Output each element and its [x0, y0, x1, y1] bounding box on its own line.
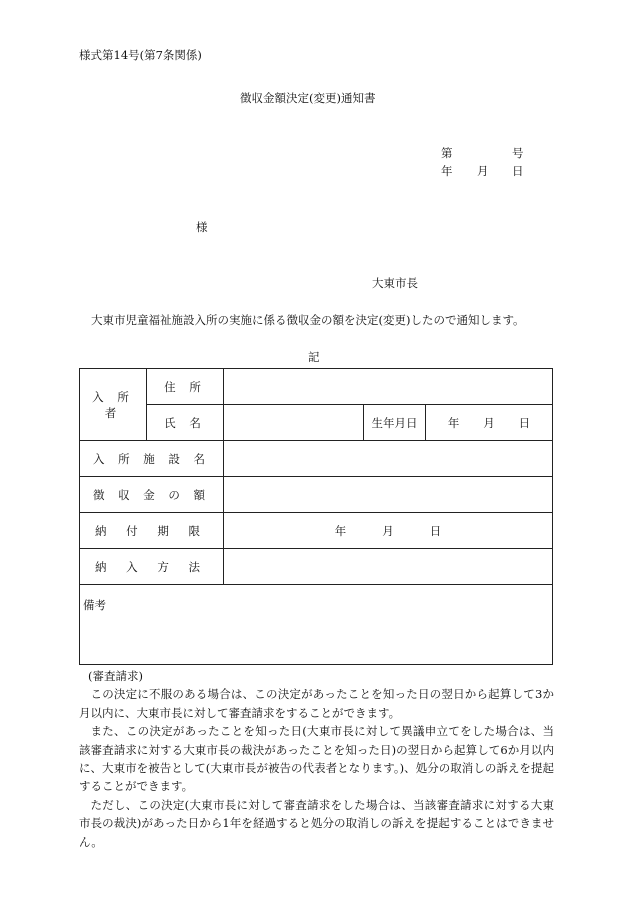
name-field[interactable] — [224, 405, 364, 441]
amount-field[interactable] — [224, 477, 553, 513]
birth-day-label: 日 — [518, 415, 531, 430]
notes-label: 備考 — [83, 598, 106, 612]
appeal-notice — [79, 667, 554, 851]
document-number-label: 第 — [441, 146, 453, 160]
facility-field[interactable] — [224, 441, 553, 477]
due-date-field[interactable] — [224, 513, 553, 549]
due-month-label: 月 — [382, 523, 394, 538]
form-number: 様式第14号(第7条関係) — [79, 48, 202, 62]
appeal-paragraph-1: この決定に不服のある場合は、この決定があったことを知った日の翌日から起算して3か月以内に、大東市長に対して審査請求をすることができます。 — [79, 687, 554, 720]
table-row — [80, 405, 553, 441]
name-label: 氏 名 — [147, 405, 224, 441]
table-row — [80, 549, 553, 585]
table-row — [80, 585, 553, 665]
table-row — [80, 513, 553, 549]
issue-date-month: 月 — [477, 164, 489, 178]
issue-date-year: 年 — [441, 164, 453, 178]
notice-body: 大東市児童福祉施設入所の実施に係る徴収金の額を決定(変更)したので通知します。 — [91, 313, 525, 327]
amount-label: 徴 収 金 の 額 — [80, 477, 224, 513]
document-number-suffix: 号 — [512, 146, 524, 160]
table-row — [80, 441, 553, 477]
issue-date-day: 日 — [512, 164, 524, 178]
document-title: 徴収金額決定(変更)通知書 — [240, 91, 376, 105]
addressee-suffix: 様 — [196, 220, 208, 234]
address-field[interactable] — [224, 369, 553, 405]
table-row — [80, 477, 553, 513]
payment-method-label: 納 入 方 法 — [80, 549, 224, 585]
birth-month-label: 月 — [483, 415, 495, 430]
table-row — [80, 369, 553, 405]
due-year-label: 年 — [334, 523, 347, 538]
appeal-heading: (審査請求) — [88, 669, 143, 683]
payment-method-field[interactable] — [224, 549, 553, 585]
due-day-label: 日 — [429, 523, 442, 538]
appeal-paragraph-2: また、この決定があったことを知った日(大東市長に対して異議申立てをした場合は、当該審査請求に対する大東市長の裁決があったことを知った日)の翌日から起算して6か月以内に、大東市を被告として(大東市長が被告の代表者となります。)、処分の取消しの訴えを提起することができます。 — [79, 724, 554, 794]
due-date-label: 納 付 期 限 — [80, 513, 224, 549]
record-heading: 記 — [308, 350, 320, 364]
address-label: 住 所 — [147, 369, 224, 405]
birth-date-field[interactable] — [426, 405, 553, 441]
resident-label: 入 所 者 — [80, 369, 147, 441]
record-table — [79, 368, 553, 665]
birth-year-label: 年 — [447, 415, 460, 430]
issuer: 大東市長 — [372, 276, 418, 290]
facility-label: 入 所 施 設 名 — [80, 441, 224, 477]
notes-field[interactable] — [80, 585, 553, 665]
birth-date-label: 生年月日 — [364, 405, 426, 441]
appeal-paragraph-3: ただし、この決定(大東市長に対して審査請求をした場合は、当該審査請求に対する大東市長の裁決)があった日から1年を経過すると処分の取消しの訴えを提起することはできません。 — [79, 797, 554, 849]
